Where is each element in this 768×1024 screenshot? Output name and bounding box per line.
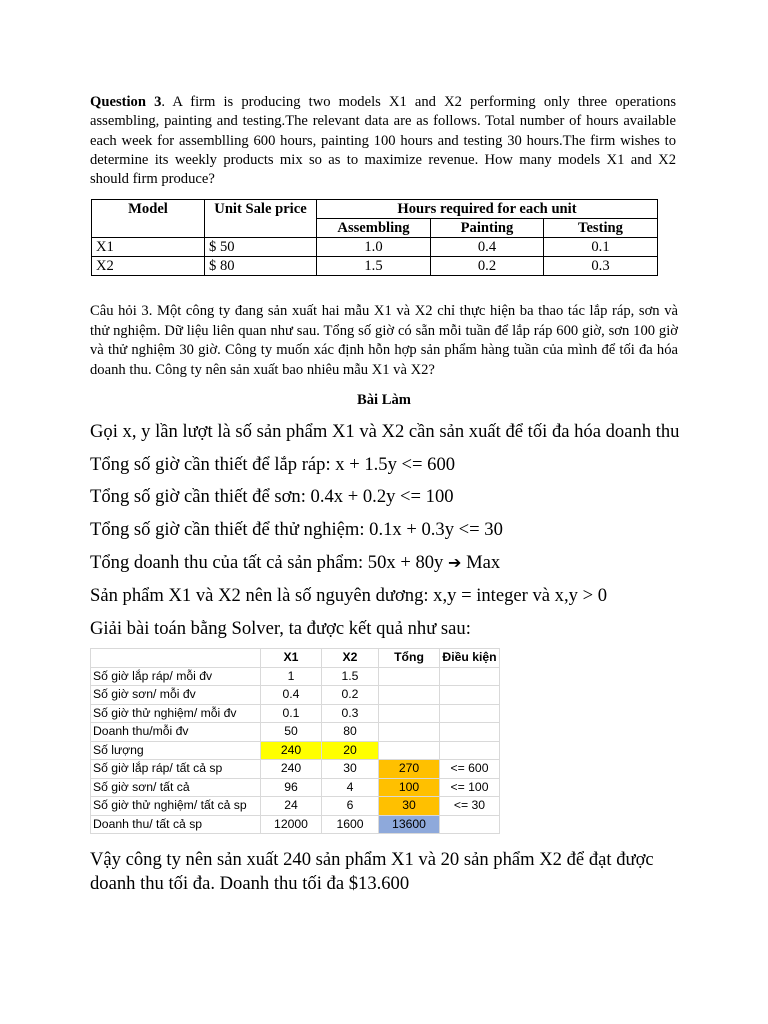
conclusion: Vậy công ty nên sản xuất 240 sản phẩm X1 và 20 sản phẩm X2 để đạt được doanh thu tối đa. Doanh thu tối đa $13.600: [90, 849, 654, 894]
solver-cell-x2: 6: [322, 797, 379, 816]
solver-cell-total: 30: [379, 797, 440, 816]
solver-row: [91, 667, 500, 686]
spec-row: [92, 238, 658, 257]
solution-line-5: [90, 552, 500, 574]
solver-cell-x1: 96: [261, 778, 322, 797]
solver-cell-x2: 0.3: [322, 704, 379, 723]
solver-cell-x2: 4: [322, 778, 379, 797]
solver-row-label: Số giờ lắp ráp/ tất cả sp: [91, 760, 261, 779]
solver-row-label: Số giờ thử nghiệm/ tất cả sp: [91, 797, 261, 816]
solution-line-7: Giải bài toán bằng Solver, ta được kết quả như sau:: [90, 618, 471, 639]
solver-cell-x2: 0.2: [322, 686, 379, 705]
solution-title: Bài Làm: [357, 392, 411, 408]
solver-row: [91, 704, 500, 723]
spec-header-hours: Hours required for each unit: [317, 200, 658, 219]
solver-row: [91, 723, 500, 742]
solution-line-1: Gọi x, y lần lượt là số sản phẩm X1 và X2 cần sản xuất để tối đa hóa doanh thu: [90, 421, 680, 442]
solver-cell-total: [379, 704, 440, 723]
solver-cell-x1: 12000: [261, 815, 322, 834]
solver-row-label: Số giờ thử nghiệm/ mỗi đv: [91, 704, 261, 723]
objective-text: Tổng doanh thu của tất cả sản phẩm: 50x + 80y: [90, 552, 444, 573]
solver-cell-total: [379, 686, 440, 705]
solver-header-blank: [91, 649, 261, 668]
spec-table: [91, 199, 658, 276]
solver-header-x1: X1: [261, 649, 322, 668]
solver-cell-condition: <= 100: [440, 778, 500, 797]
solver-cell-condition: [440, 723, 500, 742]
spec-row: [92, 257, 658, 276]
spec-header-price: Unit Sale price: [205, 200, 317, 238]
question-en: [90, 93, 676, 189]
solver-cell-x1: 1: [261, 667, 322, 686]
solver-cell-total: 270: [379, 760, 440, 779]
solver-cell-total: [379, 723, 440, 742]
solver-cell-x1: 0.4: [261, 686, 322, 705]
solver-row-label: Số giờ sơn/ tất cả: [91, 778, 261, 797]
solver-row: [91, 741, 500, 760]
solver-header-total: Tổng: [379, 649, 440, 668]
spec-cell-painting: 0.4: [431, 238, 544, 257]
solution-line-3: Tổng số giờ cần thiết để sơn: 0.4x + 0.2y <= 100: [90, 486, 454, 507]
solver-table: [90, 648, 500, 834]
solver-cell-condition: [440, 741, 500, 760]
solver-row-label: Số lượng: [91, 741, 261, 760]
solver-cell-x1: 50: [261, 723, 322, 742]
question-vi: Câu hỏi 3. Một công ty đang sản xuất hai mẫu X1 và X2 chỉ thực hiện ba thao tác lắp ráp, sơn và thử nghiệm. Dữ liệu liên quan như sau. Tổng số giờ có sẵn mỗi tuần để lắp ráp 600 giờ, sơn 100 giờ và thử nghiệm 30 giờ. Công ty muốn xác định hỗn hợp sản phẩm hàng tuần của mình để tối đa hóa doanh thu. Công ty nên sản xuất bao nhiêu mẫu X1 và X2?: [90, 303, 678, 378]
solution-line-2: Tổng số giờ cần thiết để lắp ráp: x + 1.5y <= 600: [90, 454, 456, 475]
solver-cell-condition: <= 600: [440, 760, 500, 779]
solver-cell-x1: 240: [261, 741, 322, 760]
solver-cell-condition: [440, 815, 500, 834]
question-en-text: . A firm is producing two models X1 and X2 performing only three operations assembling, painting and testing.The relevant data are as follows. Total number of hours available each week for assemblling 600 hours, painting 100 hours and testing 30 hours.The firm wishes to determine its weekly products mix so as to maximize revenue. How many models X1 and X2 should firm produce?: [90, 94, 676, 188]
solver-row-label: Doanh thu/mỗi đv: [91, 723, 261, 742]
spec-header-testing: Testing: [544, 219, 658, 238]
solver-row: [91, 815, 500, 834]
solver-cell-total: [379, 741, 440, 760]
solver-header-condition: Điều kiện: [440, 649, 500, 668]
solution-line-4: Tổng số giờ cần thiết để thử nghiệm: 0.1x + 0.3y <= 30: [90, 519, 503, 540]
solver-cell-x2: 80: [322, 723, 379, 742]
solver-cell-x2: 1600: [322, 815, 379, 834]
solver-cell-condition: [440, 704, 500, 723]
arrow-right-icon: ➔: [448, 553, 462, 572]
solver-row: [91, 760, 500, 779]
max-label: Max: [466, 552, 501, 573]
spec-cell-painting: 0.2: [431, 257, 544, 276]
spec-header-painting: Painting: [431, 219, 544, 238]
spec-cell-assembling: 1.0: [317, 238, 431, 257]
solver-cell-x1: 0.1: [261, 704, 322, 723]
solver-cell-x2: 30: [322, 760, 379, 779]
solution-line-6: Sản phẩm X1 và X2 nên là số nguyên dương: x,y = integer và x,y > 0: [90, 585, 608, 606]
spec-header-model: Model: [92, 200, 205, 238]
solver-cell-condition: <= 30: [440, 797, 500, 816]
solver-header-x2: X2: [322, 649, 379, 668]
spec-cell-price: $ 50: [205, 238, 317, 257]
solver-cell-condition: [440, 686, 500, 705]
solver-row: [91, 797, 500, 816]
spec-cell-testing: 0.3: [544, 257, 658, 276]
solver-cell-total: 100: [379, 778, 440, 797]
solver-cell-x1: 24: [261, 797, 322, 816]
spec-header-assembling: Assembling: [317, 219, 431, 238]
solver-cell-x1: 240: [261, 760, 322, 779]
solver-cell-x2: 1.5: [322, 667, 379, 686]
spec-cell-model: X2: [92, 257, 205, 276]
solver-row-label: Số giờ sơn/ mỗi đv: [91, 686, 261, 705]
spec-cell-assembling: 1.5: [317, 257, 431, 276]
spec-cell-model: X1: [92, 238, 205, 257]
solver-cell-x2: 20: [322, 741, 379, 760]
solver-row-label: Số giờ lắp ráp/ mỗi đv: [91, 667, 261, 686]
solver-cell-total: [379, 667, 440, 686]
solver-cell-total: 13600: [379, 815, 440, 834]
solver-row: [91, 686, 500, 705]
solver-row: [91, 778, 500, 797]
question-label: Question 3: [90, 94, 162, 110]
solver-cell-condition: [440, 667, 500, 686]
spec-cell-price: $ 80: [205, 257, 317, 276]
spec-cell-testing: 0.1: [544, 238, 658, 257]
solver-row-label: Doanh thu/ tất cả sp: [91, 815, 261, 834]
